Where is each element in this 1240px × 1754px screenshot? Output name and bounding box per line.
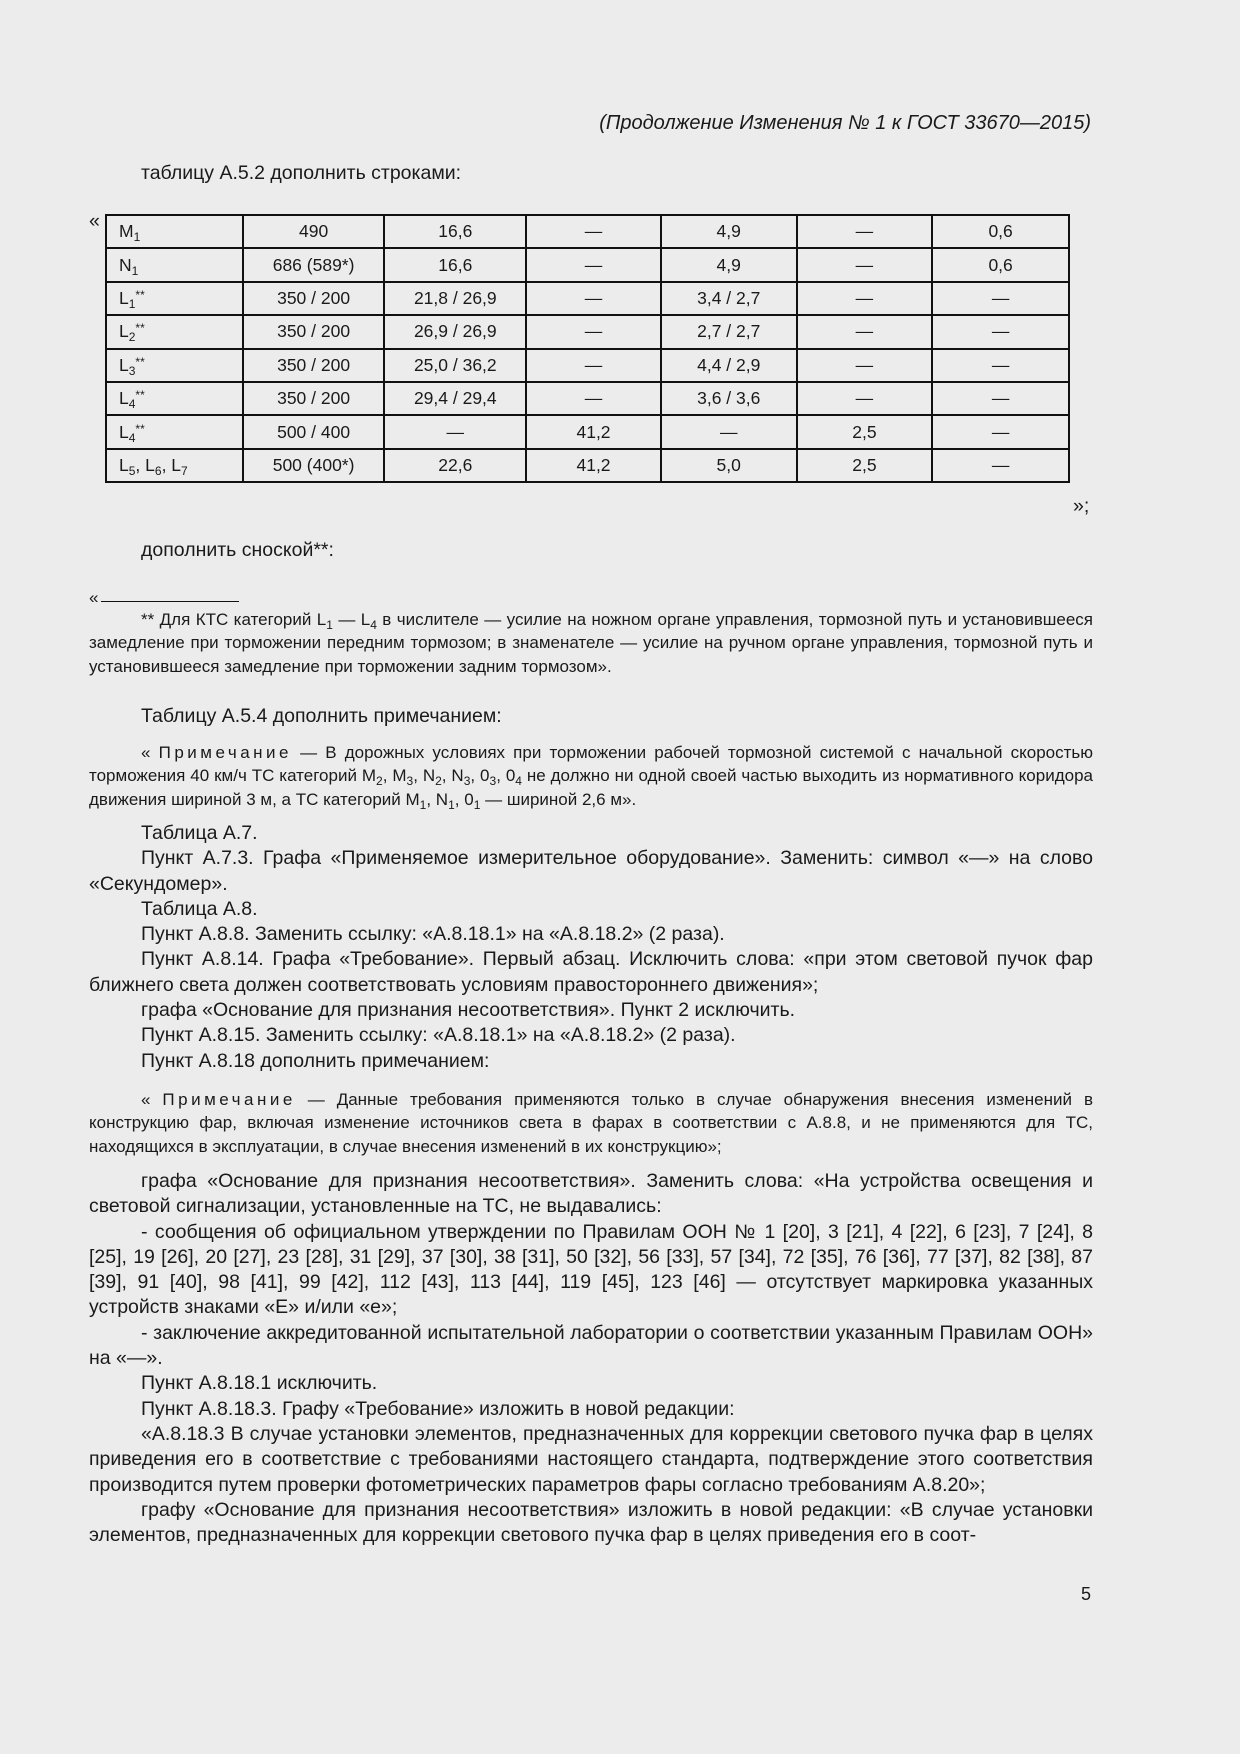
table-cell: — [932, 282, 1069, 315]
category-label-part: 4 [128, 430, 136, 445]
category-label-part: 1 [128, 296, 136, 311]
data-table [105, 214, 1070, 483]
paragraph: Пункт А.8.18.1 исключить. [141, 1372, 378, 1395]
table-cell: — [932, 382, 1069, 415]
table-cell: 22,6 [384, 449, 526, 482]
table-cell: 4,9 [661, 248, 797, 281]
table-cell: — [526, 248, 661, 281]
note-2: « Примечание — Данные требования применяются только в случае обнаружения внесения изменений в конструкцию фар, включая изменение источников света в фарах в соответствии с А.8.8, и не применяются для ТС, находящихся в эксплуатации, в случае внесения изменений в их конструкцию»; [89, 1090, 1093, 1156]
table-cell: 350 / 200 [243, 282, 385, 315]
table-cell: — [797, 282, 933, 315]
vehicle-category-cell [106, 315, 243, 348]
table-cell: — [526, 349, 661, 382]
vehicle-category-cell [106, 415, 243, 448]
table-row [106, 215, 1069, 248]
table-cell: 350 / 200 [243, 382, 385, 415]
category-label-part: ** [135, 388, 145, 403]
table-cell: — [797, 215, 933, 248]
table-cell: 25,0 / 36,2 [384, 349, 526, 382]
table-cell: 350 / 200 [243, 349, 385, 382]
category-label-part: 4 [128, 397, 136, 412]
paragraph: Пункт А.7.3. Графа «Применяемое измерительное оборудование». Заменить: символ «—» на слово «Секундомер». [89, 847, 1093, 895]
note-1: « Примечание — В дорожных условиях при торможении рабочей тормозной системой с начальной скоростью торможения 40 км/ч ТС категорий $M_2$, $M_3$, $N_2$, $N_3$, $0_3$, $0_4$ не должно ни одной своей частью выходить из нормативного коридора движения шириной 3 м, а ТС категорий $M_1$, $N_1$, $0_1$ — шириной 2,6 м». [89, 743, 1093, 812]
table-cell: 3,4 / 2,7 [661, 282, 797, 315]
table-cell: 0,6 [932, 215, 1069, 248]
table-cell: 16,6 [384, 248, 526, 281]
paragraph-group-2 [89, 1169, 1093, 1548]
vehicle-category-cell [106, 382, 243, 415]
vehicle-category-cell [106, 248, 243, 281]
category-label-part: ** [135, 421, 145, 436]
table-row [106, 415, 1069, 448]
table-cell: 500 / 400 [243, 415, 385, 448]
intro-line: таблицу А.5.2 дополнить строками: [141, 162, 462, 184]
page-header: (Продолжение Изменения № 1 к ГОСТ 33670—2015) [599, 112, 1091, 134]
category-label-part: 3 [128, 363, 136, 378]
table-cell: — [526, 315, 661, 348]
category-label-part: ** [135, 321, 145, 336]
footnote-text: ** Для КТС категорий $L_1$ — $L_4$ в числителе — усилие на ножном органе управления, тормозной путь и установившееся замедление при торможении передним тормозом; в знаменателе — усилие на ручном органе управления, тормозной путь и установившееся замедление при торможении задним тормозом». [89, 610, 1093, 676]
note-lead: Таблицу А.5.4 дополнить примечанием: [141, 705, 502, 727]
footnote-open-quote: « [89, 588, 99, 607]
paragraph: Таблица А.7. [141, 822, 258, 844]
paragraph: Таблица А.8. [141, 897, 258, 920]
paragraph-group-1 [89, 821, 1093, 1074]
category-label-part: L [119, 321, 129, 342]
table-cell: — [932, 315, 1069, 348]
table-cell: 41,2 [526, 449, 661, 482]
category-label-part: ** [135, 354, 145, 369]
table-cell: — [797, 349, 933, 382]
table-cell: 2,5 [797, 415, 933, 448]
category-label-part: L [119, 354, 129, 375]
footnote-rule [101, 601, 239, 602]
table-cell: 4,9 [661, 215, 797, 248]
category-label-part: L [119, 388, 129, 409]
category-label-part: , L [161, 454, 182, 475]
table-cell: 3,6 / 3,6 [661, 382, 797, 415]
table-cell: — [526, 215, 661, 248]
vehicle-category-cell [106, 282, 243, 315]
table-cell: 5,0 [661, 449, 797, 482]
table-cell: — [932, 415, 1069, 448]
table-row [106, 449, 1069, 482]
table-cell: — [661, 415, 797, 448]
table-cell: 29,4 / 29,4 [384, 382, 526, 415]
vehicle-category-cell [106, 449, 243, 482]
paragraph: графу «Основание для признания несоответствия» изложить в новой редакции: «В случае установки элементов, предназначенных для коррекции светового пучка фар в целях приведения его в соот- [89, 1498, 1093, 1547]
table-cell: — [932, 449, 1069, 482]
table-cell: 16,6 [384, 215, 526, 248]
category-label-part: , L [135, 454, 155, 475]
category-label-part: 5 [128, 463, 136, 478]
table-cell: — [797, 315, 933, 348]
table-row [106, 349, 1069, 382]
vehicle-category-cell [106, 215, 243, 248]
table-cell: 686 (589*) [243, 248, 385, 281]
table-row [106, 382, 1069, 415]
category-label-part: L [119, 421, 129, 442]
paragraph: Пункт А.8.8. Заменить ссылку: «А.8.18.1» на «А.8.18.2» (2 раза). [141, 923, 725, 946]
category-label-part: 2 [128, 330, 136, 345]
table-cell: 21,8 / 26,9 [384, 282, 526, 315]
table-cell: — [797, 248, 933, 281]
table-cell: — [384, 415, 526, 448]
paragraph: Пункт А.8.14. Графа «Требование». Первый абзац. Исключить слова: «при этом световой пучок фар ближнего света должен соответствовать условиям правостороннего движения»; [89, 948, 1093, 996]
table-cell: 490 [243, 215, 385, 248]
table-row [106, 248, 1069, 281]
table-row [106, 282, 1069, 315]
table-cell: 500 (400*) [243, 449, 385, 482]
table-cell: 4,4 / 2,9 [661, 349, 797, 382]
category-label-part: L [119, 454, 129, 475]
table-cell: 2,5 [797, 449, 933, 482]
category-label-part: 1 [133, 230, 141, 245]
footnote-lead: дополнить сноской**: [141, 539, 334, 561]
category-label-part: N [119, 254, 132, 275]
paragraph: - сообщения об официальном утверждении по Правилам ООН № 1 [20], 3 [21], 4 [22], 6 [23], 7 [24], 8 [25], 19 [26], 20 [27], 23 [28], 31 [29], 37 [30], 38 [31], 50 [32], 56 [33], 57 [34], 72 [35], 76 [36], 77 [37], 82 [38], 87 [39], 91 [40], 98 [41], 99 [42], 112 [43], 113 [44], 119 [45], 123 [46] — отсутствует маркировка указанных устройств знаками «Е» и/или «е»; [89, 1220, 1093, 1319]
table-cell: — [526, 282, 661, 315]
paragraph: графа «Основание для признания несоответствия». Заменить слова: «На устройства освещения и световой сигнализации, установленные на ТС, не выдавались: [89, 1170, 1093, 1218]
paragraph: графа «Основание для признания несоответствия». Пункт 2 исключить. [141, 999, 796, 1022]
category-label-part: 7 [181, 463, 188, 478]
category-label-part: L [119, 287, 129, 308]
category-label-part: 1 [131, 263, 139, 278]
table-cell: 0,6 [932, 248, 1069, 281]
category-label-part: ** [135, 287, 145, 302]
table-cell: 26,9 / 26,9 [384, 315, 526, 348]
table-cell: — [932, 349, 1069, 382]
table-cell: 2,7 / 2,7 [661, 315, 797, 348]
paragraph: Пункт А.8.15. Заменить ссылку: «А.8.18.1» на «А.8.18.2» (2 раза). [141, 1024, 736, 1047]
table-open-quote: « [89, 210, 100, 232]
table-cell: — [797, 382, 933, 415]
category-label-part: M [119, 221, 134, 242]
table-cell: — [526, 382, 661, 415]
vehicle-category-cell [106, 349, 243, 382]
table-cell: 41,2 [526, 415, 661, 448]
table-cell: 350 / 200 [243, 315, 385, 348]
paragraph: Пункт А.8.18.3. Графу «Требование» изложить в новой редакции: [141, 1397, 735, 1420]
paragraph: «А.8.18.3 В случае установки элементов, предназначенных для коррекции светового пучка фар в целях приведения его в соответствие с требованиями настоящего стандарта, подтверждение этого соответствия производится путем проверки фотометрических параметров фары согласно требованиям А.8.20»; [89, 1422, 1093, 1496]
paragraph: - заключение аккредитованной испытательной лаборатории о соответствии указанным Правилам ООН» на «—». [89, 1321, 1093, 1370]
paragraph: Пункт А.8.18 дополнить примечанием: [141, 1049, 490, 1072]
table-close-quote: »; [1073, 495, 1090, 517]
category-label-part: 6 [154, 463, 162, 478]
page-number: 5 [1080, 1584, 1091, 1604]
table-row [106, 315, 1069, 348]
